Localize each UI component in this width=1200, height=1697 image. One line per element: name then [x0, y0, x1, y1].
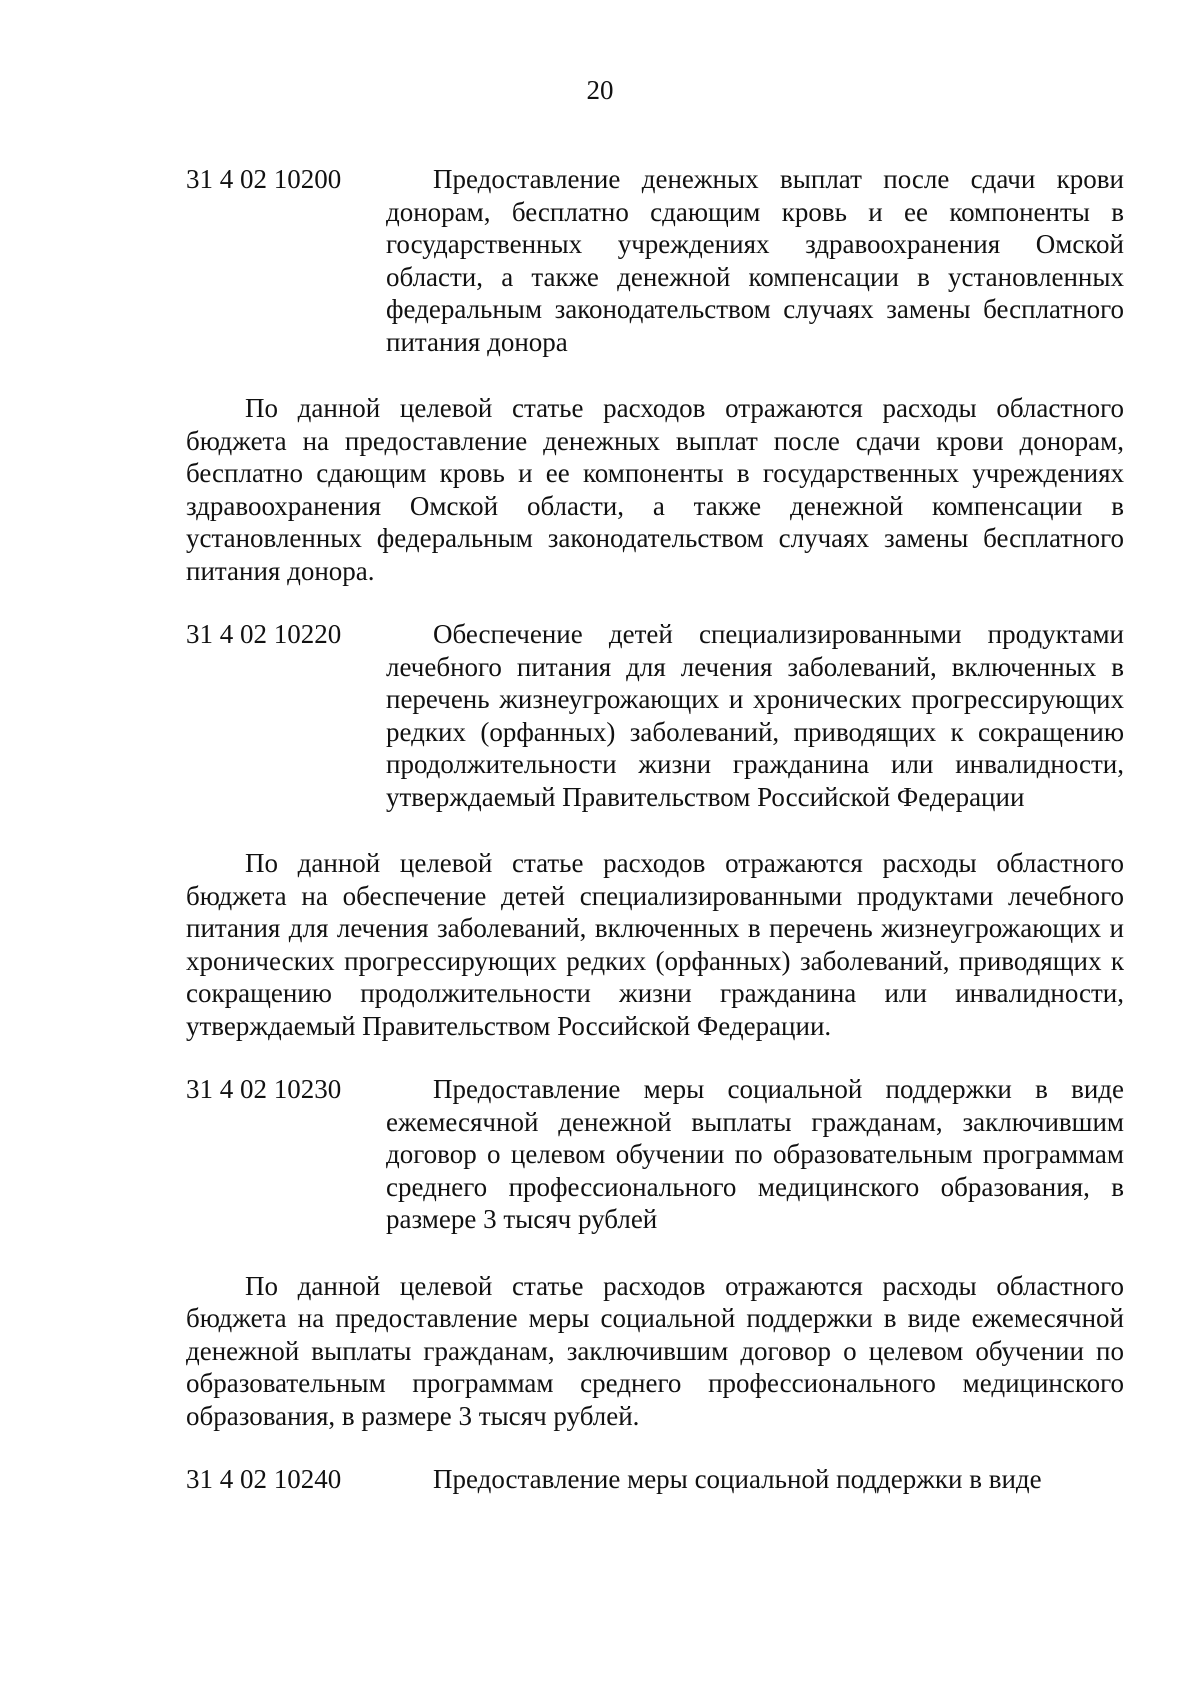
budget-item-code: 31 4 02 10220 [186, 619, 342, 649]
budget-item-description: По данной целевой статье расходов отражаются расходы областного бюджета на обеспечение детей специализированными продуктами лечебного питания для лечения заболеваний, включенных в перечень жизнеугрожающих и хронических прогрессирующих редких (орфанных) заболеваний, приводящих к сокращению продолжительности жизни гражданина или инвалидности, утверждаемый Правительством Российской Федерации. [186, 848, 1124, 1041]
budget-item-code: 31 4 02 10230 [186, 1074, 342, 1104]
budget-item-title: Предоставление меры социальной поддержки в виде ежемесячной денежной выплаты гражданам, заключившим договор о целевом обучении по образовательным программам среднего профессионального медицинского образования, в размере 3 тысяч рублей [386, 1074, 1124, 1234]
page-number: 20 [586, 75, 614, 105]
budget-item-title: Предоставление меры социальной поддержки в виде [433, 1464, 1042, 1494]
budget-item-description: По данной целевой статье расходов отражаются расходы областного бюджета на предоставление меры социальной поддержки в виде ежемесячной денежной выплаты гражданам, заключившим договор о целевом обучении по образовательным программам среднего профессионального медицинского образования, в размере 3 тысяч рублей. [186, 1270, 1124, 1431]
document-body [186, 163, 1124, 1496]
budget-item-code: 31 4 02 10240 [186, 1464, 342, 1494]
budget-item-entry [186, 1073, 1124, 1236]
budget-item-title: Обеспечение детей специализированными продуктами лечебного питания для лечения заболеваний, включенных в перечень жизнеугрожающих и хронических прогрессирующих редких (орфанных) заболеваний, приводящих к сокращению продолжительности жизни гражданина или инвалидности, утверждаемый Правительством Российской Федерации [386, 619, 1124, 812]
budget-item-code: 31 4 02 10200 [186, 164, 342, 194]
budget-item-entry [186, 1463, 1124, 1496]
budget-item-entry [186, 618, 1124, 813]
budget-item-description: По данной целевой статье расходов отражаются расходы областного бюджета на предоставление денежных выплат после сдачи крови донорам, бесплатно сдающим кровь и ее компоненты в государственных учреждениях здравоохранения Омской области, а также денежной компенсации в установленных федеральным законодательством случаях замены бесплатного питания донора. [186, 393, 1124, 586]
budget-item-entry [186, 163, 1124, 358]
budget-item-title: Предоставление денежных выплат после сдачи крови донорам, бесплатно сдающим кровь и ее компоненты в государственных учреждениях здравоохранения Омской области, а также денежной компенсации в установленных федеральным законодательством случаях замены бесплатного питания донора [386, 164, 1124, 357]
